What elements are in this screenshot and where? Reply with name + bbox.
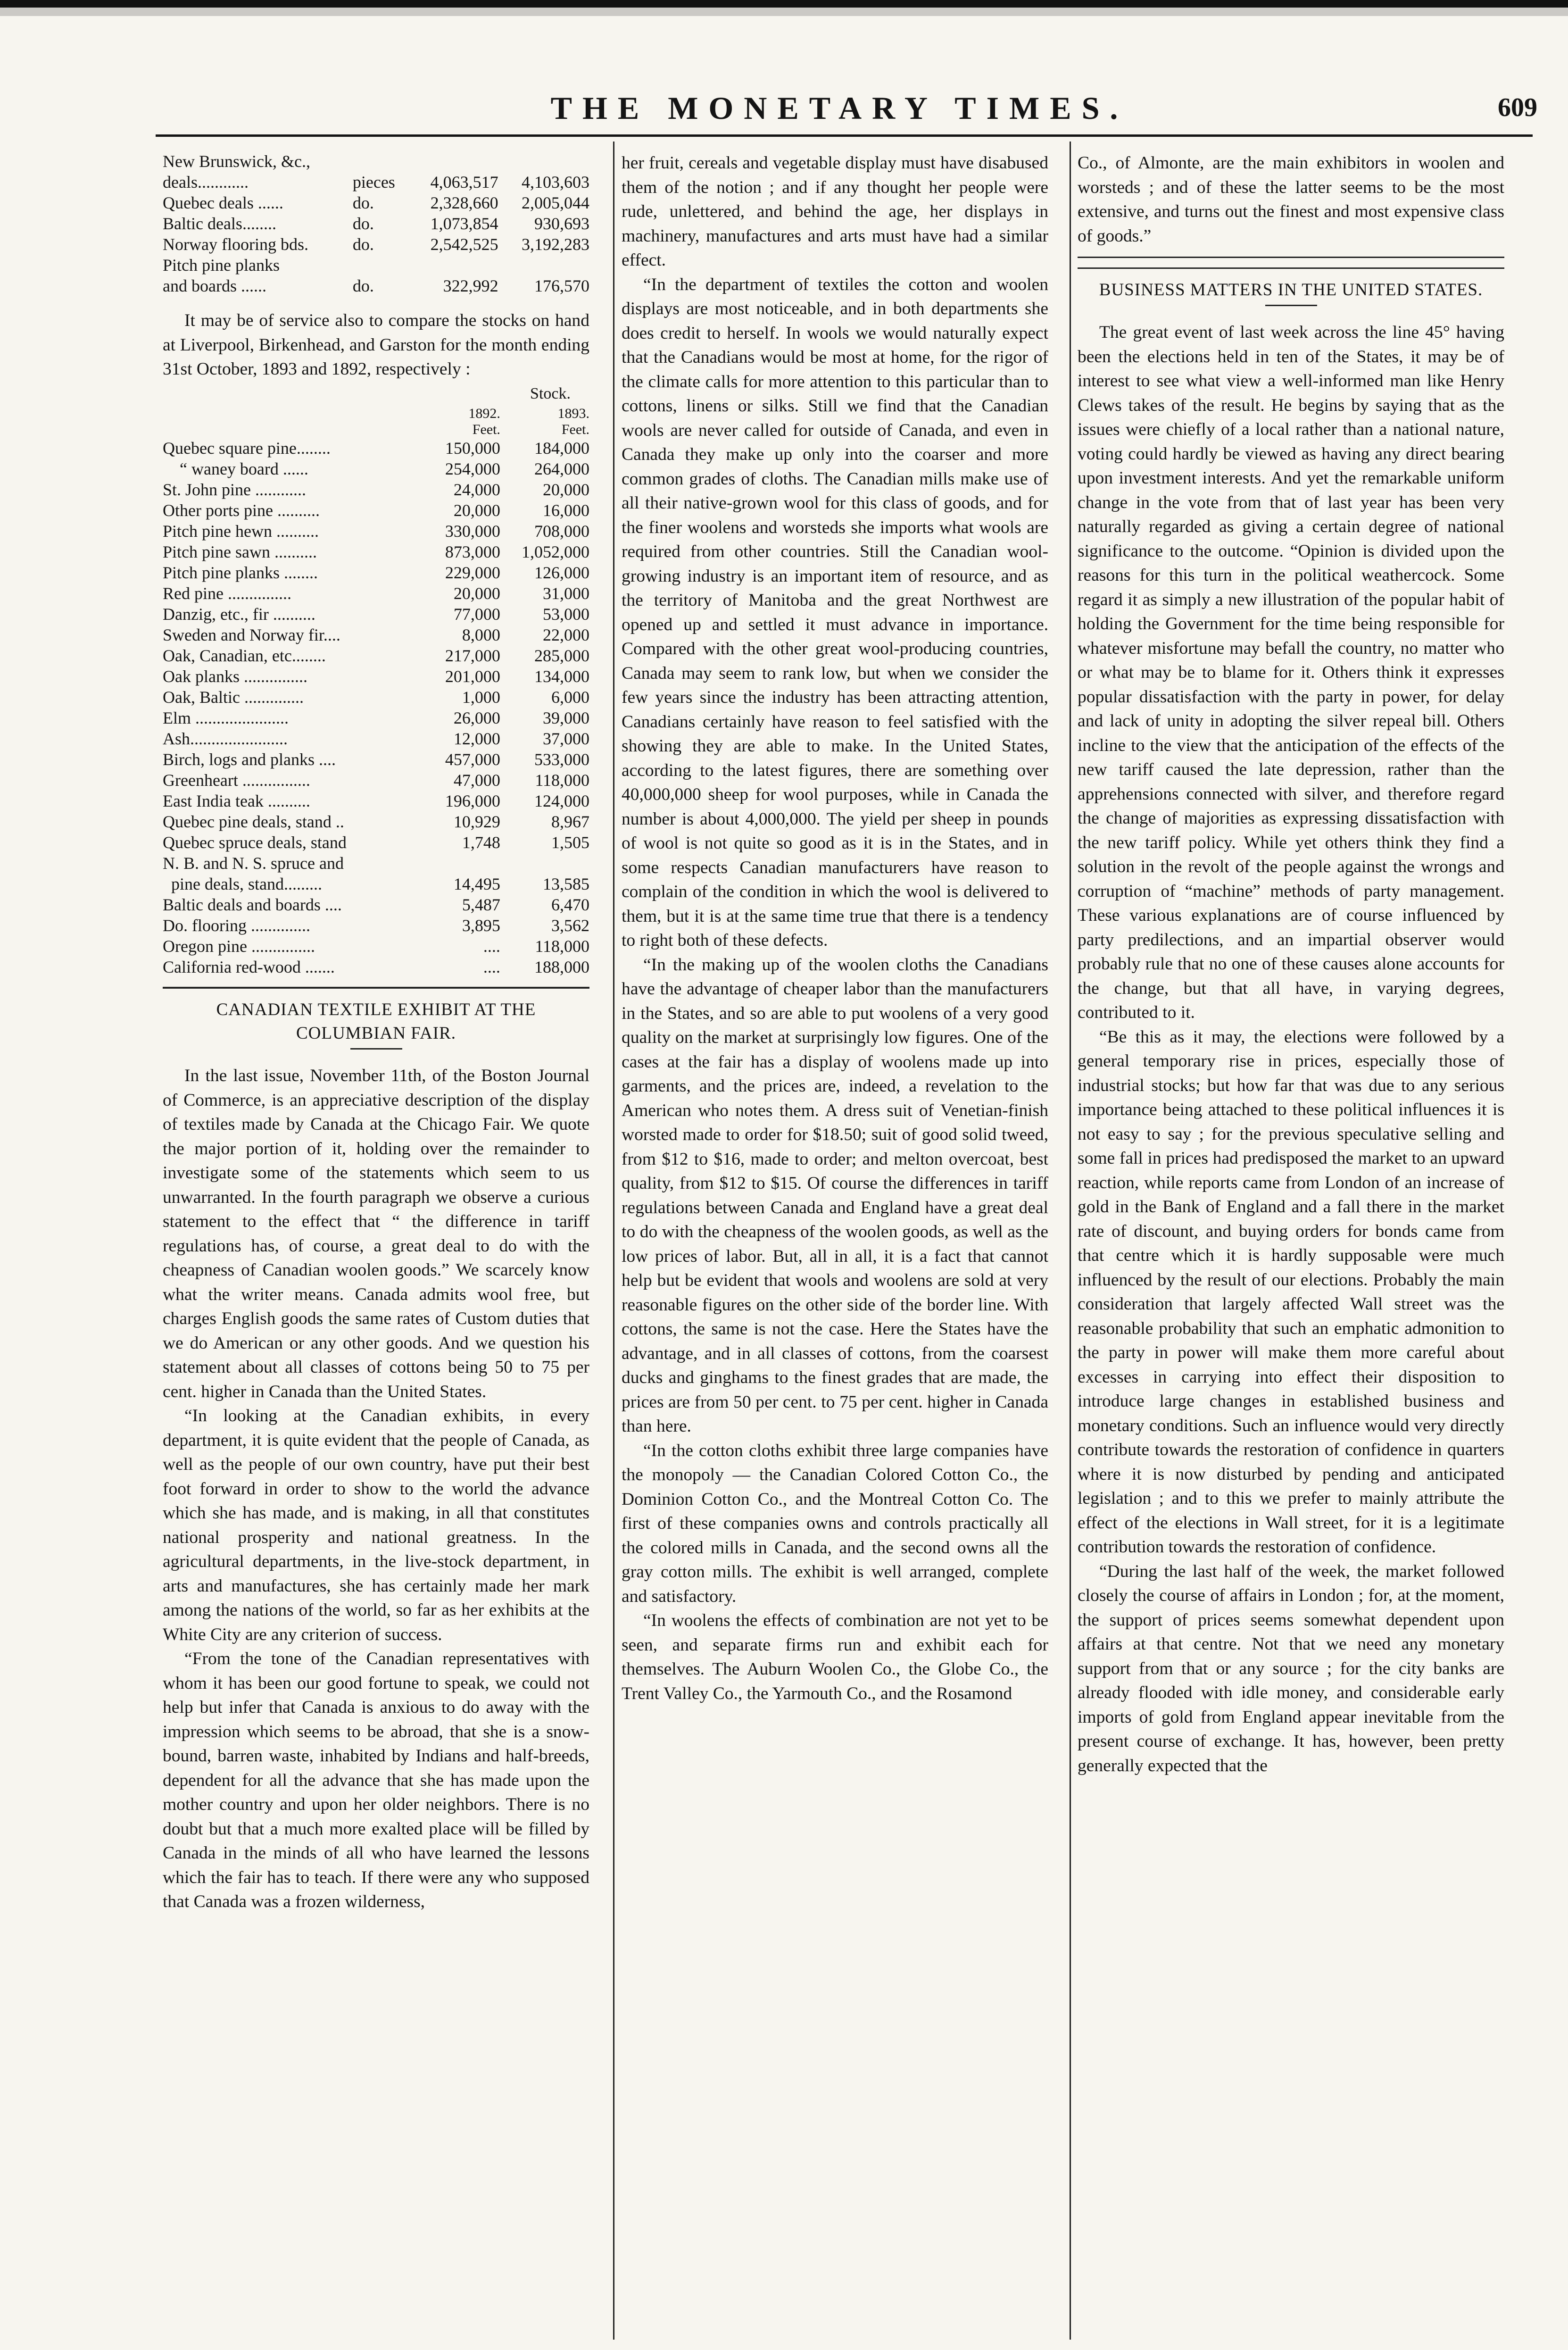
item-name: “ waney board ...... xyxy=(163,459,308,478)
item-name: Pitch pine planks xyxy=(163,256,280,275)
year-row xyxy=(163,406,589,422)
year-1892: 1892. xyxy=(468,406,500,421)
value-1892: 2,542,525 xyxy=(430,235,498,254)
item-unit xyxy=(348,255,407,275)
item-name: Oak planks ............... xyxy=(163,667,307,686)
table-row xyxy=(163,275,589,296)
paragraph: The great event of last week across the line 45° having been the elections held in ten of the States, it may be of interest to see what view a well-informed man like Henry Clews takes of the result. He begins by saying that as the issues were chiefly of a local rather than a national nature, voting could hardly be viewed as having any direct bearing upon investment interests. And yet the remarkable uniform change in the vote from that of last year has been very naturally regarded as giving a certain degree of national significance to the outcome. “Opinion is divided upon the reasons for this turn in the political weathercock. Some regard it as simply a new illustration of the popular habit of holding the Government for the time being responsible for whatever misfortune may befall the country, no matter who or what may be to blame for it. Others think it expresses popular dissatisfaction with the party in power, for delay and lack of unity in adopting the silver repeal bill. Others incline to the view that the anticipation of the effects of the new tariff caused the late depression, rather than the apprehensions connected with silver, and therefore regard the change of majorities as expressing dissatisfaction with the new tariff policy. While yet others think they find a solution in the revolt of the people against the wrongs and corruption of “machine” methods of party management. These various explanations are of course influenced by party predilections, and an impartial observer would probably rule that no one of these causes alone accounts for the change, but that all have, in varying degrees, contributed to it. xyxy=(1078,323,1504,1022)
item-name: California red-wood ....... xyxy=(163,958,335,976)
value-1892: 77,000 xyxy=(453,605,500,624)
table-row xyxy=(163,583,589,604)
value-1892 xyxy=(407,151,498,172)
shipment-table xyxy=(163,151,589,296)
item-name: Quebec square pine........ xyxy=(163,439,331,458)
table-row xyxy=(163,234,589,255)
value-1893: 285,000 xyxy=(534,646,589,665)
top-shadow xyxy=(0,8,1568,16)
value-1893: 8,967 xyxy=(551,812,589,831)
item-name: Quebec pine deals, stand .. xyxy=(163,812,344,831)
value-1893: 126,000 xyxy=(534,563,589,582)
value-1893: 184,000 xyxy=(534,439,589,458)
value-1892: .... xyxy=(483,937,500,956)
item-name: Oak, Baltic .............. xyxy=(163,688,304,707)
stock-table xyxy=(163,406,589,977)
value-1893: 53,000 xyxy=(543,605,589,624)
article-heading: BUSINESS MATTERS IN THE UNITED STATES. xyxy=(1099,280,1483,300)
item-name: N. B. and N. S. spruce and xyxy=(163,854,344,873)
item-name: deals............ xyxy=(163,173,249,192)
item-name: Pitch pine sawn .......... xyxy=(163,542,317,561)
item-name: Sweden and Norway fir.... xyxy=(163,625,340,644)
item-unit: do. xyxy=(352,214,374,233)
table-row xyxy=(163,500,589,521)
item-name: Greenheart ................ xyxy=(163,771,310,790)
item-name: Pitch pine hewn .......... xyxy=(163,522,319,541)
item-name: East India teak .......... xyxy=(163,792,310,810)
value-1893: 118,000 xyxy=(535,937,589,956)
paragraph: “In woolens the effects of combination are not yet to be seen, and separate firms run and exhibit each for themselves. The Auburn Woolen Co., the Globe Co., the Trent Valley Co., the Yarmouth Co., and the Rosamond xyxy=(622,1611,1048,1703)
item-name: Danzig, etc., fir .......... xyxy=(163,605,315,624)
column-3 xyxy=(1078,151,1504,1778)
value-1892: 1,748 xyxy=(462,833,500,852)
value-1892: 26,000 xyxy=(453,708,500,727)
value-1892: 201,000 xyxy=(445,667,500,686)
paragraph: “In the department of textiles the cotton and woolen displays are most noticeable, and in both departments she does credit to herself. In wools we would naturally expect that the Canadians would be most at home, for the rigor of the climate calls for more attention to this particular than to cottons, linens or silks. Still we find that the Canadian wools are never called for outside of Canada, and even in Canada they make up only into the coarser and more common grades of cloths. The Canadian mills make use of all their native-grown wool for this class of goods, and for the finer woolens and worsteds she imports what wools are required from other countries. Still the Canadian wool-growing industry is an important item of resource, and as the territory of Manitoba and the great Northwest are opened up and settled it must advance in importance. Compared with the other great wool-producing countries, Canada may seem to rank low, but when we consider the few years since the industry has been attracting attention, Canadians certainly have reason to feel satisfied with the showing they are able to make. In the United States, according to the latest figures, there are something over 40,000,000 sheep for wool purposes, while in Canada the number is about 4,000,000. The yield per sheep in pounds of wool is not quite so good as it is in the States, and in some respects Canadian manufacturers have reason to complain of the condition in which the wool is delivered to them, but it is at the same time true that there is a tendency to right both of these defects. xyxy=(622,275,1048,950)
table-row xyxy=(163,687,589,708)
value-1892: 330,000 xyxy=(445,522,500,541)
item-unit xyxy=(348,151,407,172)
value-1893: 124,000 xyxy=(534,792,589,810)
table-row xyxy=(163,811,589,832)
value-1892: 24,000 xyxy=(453,480,500,499)
paragraph: “From the tone of the Canadian representatives with whom it has been our good fortune to speak, we could not help but infer that Canada is anxious to do away with the impression which seems to be abroad, that she is a snow-bound, barren waste, inhabited by Indians and half-breeds, dependent for all the advance that she has made upon the mother country and upon her older neighbors. There is no doubt but that a much more exalted place will be filled by Canada in the minds of all who have learned the lessons which the fair has to teach. If there were any who supposed that Canada was a frozen wilderness, xyxy=(163,1649,589,1911)
table-row xyxy=(163,832,589,853)
value-1893: 264,000 xyxy=(534,459,589,478)
table-row xyxy=(163,172,589,192)
value-1893: 3,562 xyxy=(551,916,589,935)
table-row xyxy=(163,645,589,666)
value-1892: 457,000 xyxy=(445,750,500,769)
section-rule xyxy=(163,987,589,989)
item-name: Baltic deals and boards .... xyxy=(163,895,342,914)
value-1892: 2,328,660 xyxy=(430,193,498,212)
value-1893: 930,693 xyxy=(534,214,589,233)
value-1893: 1,505 xyxy=(551,833,589,852)
value-1892: 229,000 xyxy=(445,563,500,582)
item-name: New Brunswick, &c., xyxy=(163,152,310,171)
value-1893: 37,000 xyxy=(543,729,589,748)
short-rule xyxy=(1265,305,1317,306)
paragraph: “Be this as it may, the elections were followed by a general temporary rise in prices, especially those of industrial stocks; but how far that was due to any serious importance being attached to these political influences it is not easy to say ; for the previous speculative selling and some fall in prices had predisposed the market to an upward reaction, while reports came from London of an increase of gold in the Bank of England and a fall there in the market rate of discount, and buying orders for bonds came from that centre which it is hardly supposable were much influenced by the result of our elections. Probably the main consideration that largely affected Wall street was the reasonable probability that such an emphatic admonition to the party in power will make them more careful about excesses in carrying into effect their disposition to introduce large changes in established business and monetary conditions. Such an influence would very directly contribute towards the restoration of confidence in quarters where it is now disturbed by pending and anticipated legislation ; and to this we prefer to mainly attribute the effect of the elections in Wall street, for it is a legitimate contribution towards the restoration of confidence. xyxy=(1078,1027,1504,1557)
value-1892: 3,895 xyxy=(462,916,500,935)
value-1893: 20,000 xyxy=(543,480,589,499)
year-1893: 1893. xyxy=(557,406,589,421)
value-1892: 12,000 xyxy=(453,729,500,748)
value-1893: 134,000 xyxy=(534,667,589,686)
paragraph: In the last issue, November 11th, of the Boston Journal of Commerce, is an appreciative description of the display of textiles made by Canada at the Chicago Fair. We quote the major portion of it, holding over the remainder to investigate some of the statements which seem to us unwarranted. In the fourth paragraph we observe a curious statement to the effect that “ the difference in tariff regulations has, of course, a great deal to do with the cheapness of Canadian woolen goods.” We scarcely know what the writer means. Canada admits wool free, but charges English goods the same rates of Custom duties that we do American or any other goods. And we question his statement about all classes of cottons being 50 to 75 per cent. higher in Canada than the United States. xyxy=(163,1066,589,1401)
column-divider xyxy=(1070,142,1071,2340)
table-row xyxy=(163,458,589,479)
paragraph: “In the cotton cloths exhibit three large companies have the monopoly — the Canadian Colored Cotton Co., the Dominion Cotton Co., and the Montreal Cotton Co. The first of these companies owns and controls practically all the colored mills in Canada, and the second owns all the gray cotton mills. The exhibit is well arranged, complete and satisfactory. xyxy=(622,1441,1048,1606)
unit-feet: Feet. xyxy=(561,422,589,437)
publication-title: THE MONETARY TIMES. xyxy=(550,90,1128,126)
unit-feet: Feet. xyxy=(472,422,500,437)
value-1892: 20,000 xyxy=(453,584,500,603)
table-row xyxy=(163,542,589,562)
column-2 xyxy=(622,151,1048,1706)
value-1892: 47,000 xyxy=(453,771,500,790)
value-1893: 13,585 xyxy=(543,875,589,893)
table-row xyxy=(163,438,589,458)
value-1892: 1,000 xyxy=(462,688,500,707)
value-1892: 254,000 xyxy=(445,459,500,478)
value-1892: 322,992 xyxy=(443,276,498,295)
paragraph: “In looking at the Canadian exhibits, in every department, it is quite evident that the people of Canada, as well as the people of our own country, have put their best foot forward in order to show to the world the advance which she has made, and is making, in all that constitutes national prosperity and national greatness. In the agricultural departments, in the live-stock department, in arts and manufactures, she has certainly made her mark among the nations of the world, so far as her exhibits at the White City are any criterion of success. xyxy=(163,1406,589,1644)
item-unit: do. xyxy=(352,276,374,295)
paragraph: Co., of Almonte, are the main exhibitors in woolen and worsteds ; and of these the latter seems to be the most extensive, and turns out the finest and most expensive class of goods.” xyxy=(1078,153,1504,246)
column-divider xyxy=(613,142,614,2340)
value-1892: 873,000 xyxy=(445,542,500,561)
value-1893: 31,000 xyxy=(543,584,589,603)
item-name: Red pine ............... xyxy=(163,584,291,603)
section-rule xyxy=(1078,257,1504,258)
value-1892: 150,000 xyxy=(445,439,500,458)
value-1892: 1,073,854 xyxy=(430,214,498,233)
value-1892: 8,000 xyxy=(462,625,500,644)
item-name: Pitch pine planks ........ xyxy=(163,563,318,582)
column-1 xyxy=(163,151,589,1914)
value-1892: .... xyxy=(483,958,500,976)
value-1893: 6,000 xyxy=(551,688,589,707)
stock-label: Stock. xyxy=(530,384,571,402)
table-row xyxy=(163,708,589,728)
value-1893: 3,192,283 xyxy=(522,235,589,254)
value-1892: 20,000 xyxy=(453,501,500,520)
unit-row xyxy=(163,422,589,438)
item-name: Elm ...................... xyxy=(163,708,289,727)
table-row xyxy=(163,936,589,957)
value-1893: 6,470 xyxy=(551,895,589,914)
value-1893: 4,103,603 xyxy=(522,173,589,192)
table-row xyxy=(163,604,589,625)
value-1893 xyxy=(498,151,589,172)
item-name: Norway flooring bds. xyxy=(163,235,308,254)
value-1893: 16,000 xyxy=(543,501,589,520)
value-1893: 533,000 xyxy=(534,750,589,769)
table-row xyxy=(163,791,589,811)
item-name: Ash....................... xyxy=(163,729,288,748)
value-1893: 708,000 xyxy=(534,522,589,541)
item-unit: pieces xyxy=(352,173,395,192)
value-1892: 14,495 xyxy=(453,875,500,893)
table-row xyxy=(163,728,589,749)
table-row xyxy=(163,192,589,213)
paragraph: her fruit, cereals and vegetable display must have disabused them of the notion ; and if any thought her people were rude, unlettered, and behind the age, her displays in machinery, manufactures and arts must have had a similar effect. xyxy=(622,153,1048,270)
item-name: Quebec spruce deals, stand xyxy=(163,833,347,852)
table-row xyxy=(163,894,589,915)
table-row xyxy=(163,151,589,172)
item-name: and boards ...... xyxy=(163,276,266,295)
value-1893: 39,000 xyxy=(543,708,589,727)
value-1893 xyxy=(498,255,589,275)
value-1892: 5,487 xyxy=(462,895,500,914)
value-1892 xyxy=(427,853,500,874)
table-row xyxy=(163,874,589,894)
table-row xyxy=(163,625,589,645)
intro-paragraph: It may be of service also to compare the stocks on hand at Liverpool, Birkenhead, and Garston for the month ending 31st October, 1893 and 1892, respectively : xyxy=(163,311,589,379)
item-name: Baltic deals........ xyxy=(163,214,276,233)
value-1893: 188,000 xyxy=(534,958,589,976)
item-name: St. John pine ............ xyxy=(163,480,307,499)
value-1893: 176,570 xyxy=(534,276,589,295)
table-row xyxy=(163,853,589,874)
table-row xyxy=(163,770,589,791)
table-row xyxy=(163,957,589,977)
value-1892: 196,000 xyxy=(445,792,500,810)
table-row xyxy=(163,479,589,500)
item-name: Oak, Canadian, etc........ xyxy=(163,646,326,665)
page-number: 609 xyxy=(1498,93,1537,122)
value-1893: 1,052,000 xyxy=(522,542,589,561)
short-rule xyxy=(350,1048,402,1050)
value-1892: 10,929 xyxy=(453,812,500,831)
table-row xyxy=(163,213,589,234)
value-1893: 22,000 xyxy=(543,625,589,644)
table-row xyxy=(163,562,589,583)
masthead xyxy=(141,90,1537,126)
item-name: Other ports pine .......... xyxy=(163,501,320,520)
item-name: Birch, logs and planks .... xyxy=(163,750,336,769)
item-name: Quebec deals ...... xyxy=(163,193,283,212)
table-row xyxy=(163,521,589,542)
item-name: pine deals, stand......... xyxy=(163,875,322,893)
value-1893: 2,005,044 xyxy=(522,193,589,212)
item-unit: do. xyxy=(352,235,374,254)
table-row xyxy=(163,255,589,275)
section-rule xyxy=(1078,267,1504,269)
table-row xyxy=(163,915,589,936)
table-row xyxy=(163,749,589,770)
header-rule xyxy=(156,134,1533,137)
paragraph: “During the last half of the week, the market followed closely the course of affairs in London ; for, at the moment, the support of prices seems somewhat dependent upon affairs at that centre. Not that we need any monetary support from that or any source ; for the city banks are already flooded with idle money, and considerable early imports of gold from England appear inevitable from the present course of exchange. It has, however, been pretty generally expected that the xyxy=(1078,1561,1504,1775)
item-name: Do. flooring .............. xyxy=(163,916,310,935)
value-1893 xyxy=(500,853,589,874)
value-1892: 217,000 xyxy=(445,646,500,665)
top-border xyxy=(0,0,1568,8)
value-1892: 4,063,517 xyxy=(430,173,498,192)
item-name: Oregon pine ............... xyxy=(163,937,315,956)
table-row xyxy=(163,666,589,687)
value-1893: 118,000 xyxy=(535,771,589,790)
paragraph: “In the making up of the woolen cloths the Canadians have the advantage of cheaper labor than the manufacturers in the States, and so are able to put woolens of a very good quality on the market at surprisingly low figures. One of the cases at the fair has a display of woolens made up into garments, and the prices are, indeed, a revelation to the American who notes them. A dress suit of Venetian-finish worsted made to order for $18.50; suit of good solid tweed, from $12 to $16, made to order; and melton overcoat, best quality, from $12 to $15. Of course the differences in tariff regulations between Canada and England have a great deal to do with the cheapness of the woolen goods, as well as the low prices of labor. But, all in all, it is a fact that cannot help but be evident that wools and woolens are sold at very reasonable figures on the other side of the border line. With cottons, the same is not the case. Here the States have the advantage, and in all classes of cottons, from the coarsest ducks and ginghams to the finest grades that are made, the prices are from 50 per cent. to 75 per cent. higher in Canada than here. xyxy=(622,955,1048,1436)
article-heading: CANADIAN TEXTILE EXHIBIT AT THE COLUMBIAN FAIR. xyxy=(216,1000,536,1043)
value-1892 xyxy=(407,255,498,275)
item-unit: do. xyxy=(352,193,374,212)
